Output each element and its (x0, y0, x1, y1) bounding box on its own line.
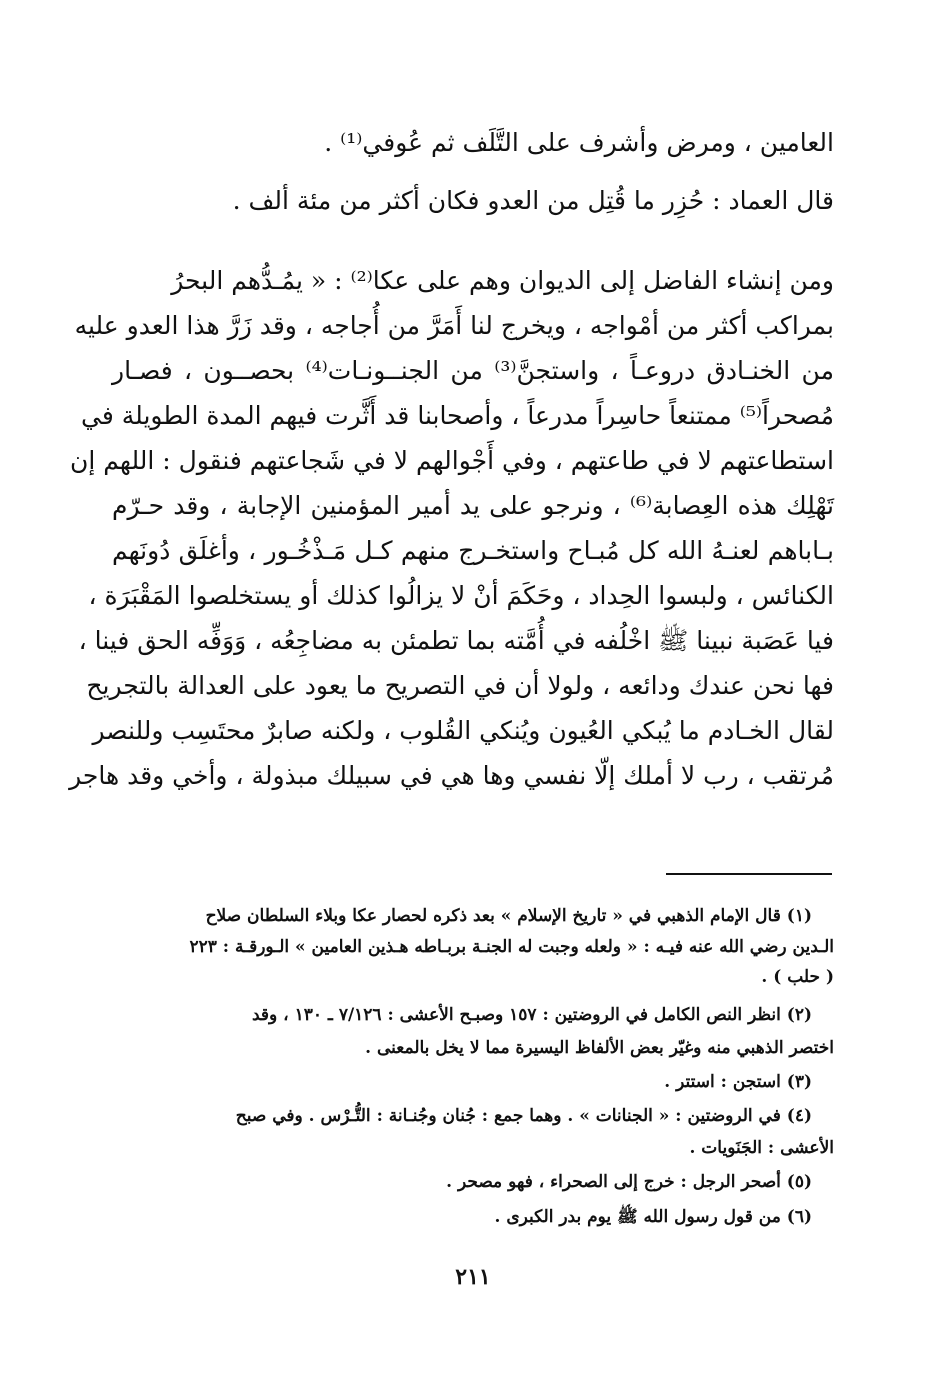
text-line: فيا عَصَبة نبينا ﷺ اخْلُفه في أُمَّته بما تطمئن به مضاجِعُه ، وَوَفِّه الحق فينا ، (78, 626, 834, 655)
text-line: بمراكب أكثر من أمْواجه ، ويخرج لنا أَمَرَّ من أُجاجه ، وقد زَرَّ هذا العدو عليه (74, 311, 834, 340)
page-number: ٢١١ (455, 1264, 491, 1290)
text-line: من الخنـادق دروعـاً ، واستجنَّ⁽³⁾ من الجنــونـات⁽⁴⁾ بحصــون ، فصـار (112, 356, 834, 385)
text-line: استطاعتهم لا في طاعتهم ، وفي أَجْوالهم لا في شَجاعتهم فنقول : اللهم إن (70, 446, 834, 475)
text-line: بـاباهم لعنـهُ الله كل مُبـاح واستخـرج منهم كـل مَـذْخُـور ، وأغلَق دُونَهم (112, 536, 834, 565)
text-line: الكنائس ، ولبسوا الحِداد ، وحَكَمَ أنْ لا يزالُوا كذلك أو يستخلصوا المَقْبَرَة ، (88, 581, 834, 610)
footnote-line: (٣) استجن : استتر . (664, 1072, 812, 1092)
footnote-line: ( حلب ) . (761, 967, 834, 987)
footnote-line: الأعشى : الجَنَويات . (689, 1138, 834, 1158)
footnote-line: (١) قال الإمام الذهبي في « تاريخ الإسلام » بعد ذكره لحصار عكا وبلاء السلطان صلاح (205, 906, 812, 926)
text-line: ومن إنشاء الفاضل إلى الديوان وهم على عكا⁽²⁾ : « يمُـدُّهم البحرُ (171, 266, 834, 295)
footnote-line: (٤) في الروضتين : « الجنانات » . وهما جمع : جُنان وجُنـانة : التُّـرْس . وفي صبح (235, 1106, 812, 1126)
footnote-line: (٦) من قول رسول الله ﷺ يوم بدر الكبرى . (494, 1207, 812, 1227)
text-line: قال العماد : حُزِر ما قُتِل من العدو فكان أكثر من مئة ألف . (232, 186, 834, 215)
text-line: تَهْلِك هذه العِصابة⁽⁶⁾ ، ونرجو على يد أمير المؤمنين الإجابة ، وقد حـرّم (112, 491, 835, 520)
text-line: مُصحراً⁽⁵⁾ ممتنعاً حاسِراً مدرعاً ، وأصحابنا قد أَثَّرت فيهم المدة الطويلة في (81, 401, 834, 430)
footnote-line: (٥) أصحر الرجل : خرج إلى الصحراء ، فهو مصحر . (446, 1172, 812, 1192)
footnote-divider (666, 873, 832, 875)
footnote-line: الـدين رضي الله عنه فيـه : « ولعله وجبت له الجنـة بربـاطه هـذين العامين » الـورقـة : ٢٢٣ (189, 937, 834, 957)
text-line: العامين ، ومرض وأشرف على التَّلَف ثم عُوفي⁽¹⁾ . (324, 128, 834, 157)
footnote-line: اختصر الذهبي منه وغيّر بعض الألفاظ اليسيرة مما لا يخل بالمعنى . (365, 1038, 834, 1058)
footnote-line: (٢) انظر النص الكامل في الروضتين : ١٥٧ وصبـح الأعشى : ٧/١٢٦ ـ ١٣٠ ، وقد (252, 1005, 812, 1025)
text-line: مُرتقب ، رب لا أملك إلّا نفسي وها هي في سبيلك مبذولة ، وأخي وقد هاجر (69, 761, 834, 790)
text-line: لقال الخـادم ما يُبكي العُيون ويُنكي القُلوب ، ولكنه صابرٌ محتَسِب وللنصر (92, 716, 834, 745)
text-line: فها نحن عندك ودائعه ، ولولا أن في التصريح ما يعود على العدالة بالتجريح (86, 671, 834, 700)
